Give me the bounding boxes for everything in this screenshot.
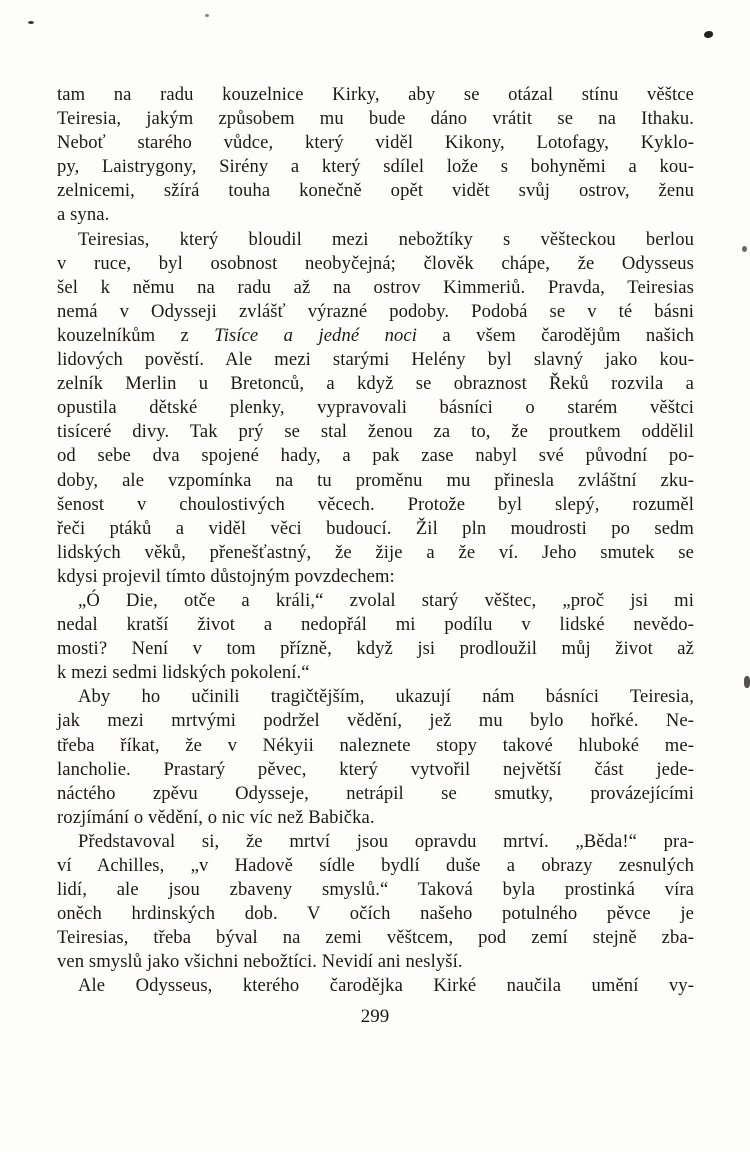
text-line: v ruce, byl osobnost neobyčejná; člověk chápe, že Odysseus (57, 252, 694, 274)
text-line: Teiresia, jakým způsobem mu bude dáno vrátit se na Ithaku. (57, 108, 694, 130)
paragraph (57, 228, 694, 589)
text-line: nemá v Odysseji zvlášť výrazné podoby. Podobá se v té básni (57, 300, 694, 322)
paragraph (57, 589, 694, 685)
text-line: Teiresias, který bloudil mezi nebožtíky s věšteckou berlou (78, 228, 694, 250)
text-line: třeba říkat, že v Nékyii naleznete stopy takové hluboké me- (57, 734, 694, 756)
page-number: 299 (360, 1006, 390, 1027)
paragraph (57, 83, 694, 228)
scan-artifact (704, 31, 713, 38)
text-line: opustila dětské plenky, vypravovali básníci o starém věštci (57, 397, 694, 419)
text-line: lidových pověstí. Ale mezi starými Helény byl slavný jako kou- (57, 349, 694, 371)
text-line: nedal kratší život a nedopřál mi podílu v lidské nevědo- (57, 614, 694, 636)
text-line: náctého zpěvu Odysseje, netrápil se smutky, provázejícími (57, 782, 694, 804)
text-line: ven smyslů jako všichni nebožtíci. Nevidí ani neslyší. (57, 951, 463, 973)
text-line: py, Laistrygony, Sirény a který sdílel lože s bohyněmi a kou- (57, 156, 694, 178)
text-line: od sebe dva spojené hady, a pak zase nabyl své původní po- (57, 445, 694, 467)
scan-artifact (205, 14, 209, 17)
scan-artifact (742, 246, 747, 252)
text-line: ví Achilles, „v Hadově sídle bydlí duše a obrazy zesnulých (57, 855, 694, 876)
text-line: kouzelníkům z Tisíce a jedné noci a všem čarodějům našich (57, 324, 695, 346)
text-line: zelník Merlin u Bretonců, a když se obraznost Řeků rozvila a (57, 373, 694, 395)
text-line: šenost v choulostivých věcech. Protože byl slepý, rozuměl (57, 493, 694, 515)
paragraph (57, 830, 694, 975)
text-line: oněch hrdinských dob. V očích našeho potulného pěvce je (57, 903, 694, 925)
text-line: lidí, ale jsou zbaveny smyslů.“ Taková byla prostinká víra (57, 879, 694, 901)
text-line: „Ó Die, otče a králi,“ zvolal starý věštec, „proč jsi mi (78, 589, 694, 611)
text-line: Představoval si, že mrtví jsou opravdu mrtví. „Běda!“ pra- (78, 830, 694, 852)
text-line: rozjímání o vědění, o nic víc než Babička. (57, 806, 375, 828)
paragraph (57, 685, 694, 830)
text-line: mosti? Není v tom přízně, když jsi prodloužil můj život až (57, 638, 694, 660)
text-line: k mezi sedmi lidských pokolení.“ (57, 662, 310, 684)
text-line: jak mezi mrtvými podržel vědění, jež mu bylo hořké. Ne- (57, 710, 694, 732)
text-line: lidských věků, přenešťastný, že žije a že ví. Jeho smutek se (57, 541, 694, 563)
text-line: a syna. (57, 204, 110, 226)
text-line: lancholie. Prastarý pěvec, který vytvořil největší část jede- (57, 758, 694, 780)
text-line: Ale Odysseus, kterého čarodějka Kirké naučila umění vy- (78, 975, 694, 997)
text-line: šel k němu na radu až na ostrov Kimmeriů. Pravda, Teiresias (57, 276, 694, 298)
scan-artifact (744, 676, 750, 688)
text-line: tam na radu kouzelnice Kirky, aby se otázal stínu věštce (57, 84, 694, 105)
text-line: řeči ptáků a viděl věci budoucí. Žil pln moudrosti po sedm (57, 517, 694, 539)
text-line: Neboť starého vůdce, který viděl Kikony, Lotofagy, Kyklo- (57, 132, 694, 154)
scan-artifact (28, 21, 34, 24)
text-line: zelnicemi, sžírá touha konečně opět vidět svůj ostrov, ženu (57, 180, 694, 202)
text-line: tisíceré divy. Tak prý se stal ženou za to, že proutkem oddělil (57, 421, 694, 443)
page-text (57, 83, 694, 999)
text-line: Teiresias, třeba býval na zemi věštcem, pod zemí stejně zba- (57, 927, 694, 949)
text-line: doby, ale vzpomínka na tu proměnu mu přinesla zvláštní zku- (57, 469, 694, 491)
text-line: kdysi projevil tímto důstojným povzdechem: (57, 565, 395, 587)
text-line: Aby ho učinili tragičtějším, ukazují nám básníci Teiresia, (78, 686, 694, 708)
paragraph (57, 974, 694, 998)
